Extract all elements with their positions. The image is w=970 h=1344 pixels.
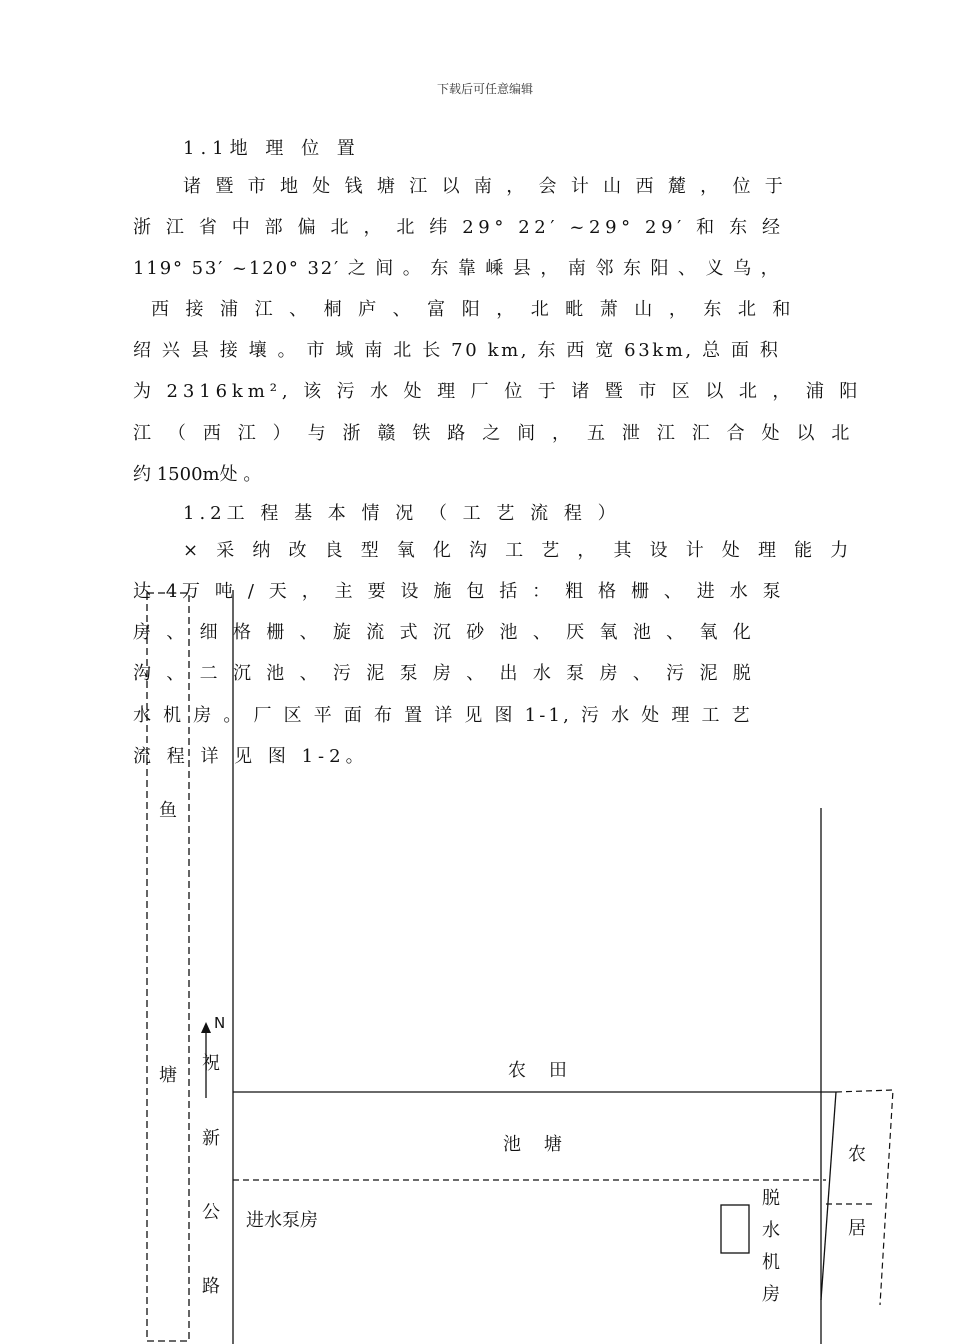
- residence-outline: [836, 1090, 893, 1305]
- s1-line-5: 为 2316km², 该 污 水 处 理 厂 位 于 诸 暨 市 区 以 北 ， 浦 阳: [133, 381, 863, 402]
- residence-label-0: 农: [848, 1144, 866, 1165]
- intake-pump-label: 进水泵房: [246, 1210, 318, 1231]
- s1-line-3: 西 接 浦 江 、 桐 庐 、 富 阳 ， 北 毗 萧 山 ， 东 北 和: [151, 299, 796, 320]
- s1-line-7: 约 1500m处 。: [133, 464, 262, 485]
- north-arrow-head: [201, 1022, 211, 1033]
- s1-line-4: 绍 兴 县 接 壤 。 市 域 南 北 长 70 km, 东 西 宽 63km, 总 面 积: [133, 340, 781, 361]
- page-header: 下载后可任意编辑: [436, 82, 533, 96]
- s2-line-5: 流 程 详 见 图 1-2。: [133, 746, 369, 767]
- s2-line-4: 水 机 房 。 厂 区 平 面 布 置 详 见 图 1-1, 污 水 处 理 工 艺: [133, 705, 753, 726]
- s1-line-0: 诸 暨 市 地 处 钱 塘 江 以 南 ， 会 计 山 西 麓 ， 位 于: [183, 176, 788, 197]
- residence-slant-line: [821, 1092, 836, 1300]
- road-label-0: 祝: [202, 1053, 220, 1074]
- s2-line-1: 达 4万 吨 / 天 ， 主 要 设 施 包 括 ： 粗 格 栅 、 进 水 泵: [133, 581, 786, 602]
- residence-label-1: 居: [848, 1218, 866, 1239]
- dewater-label-2: 机: [762, 1252, 780, 1273]
- road-label-1: 新: [202, 1128, 220, 1149]
- dewater-label-0: 脱: [762, 1188, 780, 1209]
- s2-line-2: 房 、 细 格 栅 、 旋 流 式 沉 砂 池 、 厌 氧 池 、 氧 化: [133, 622, 756, 643]
- farmland-label: 农 田: [508, 1060, 567, 1081]
- fish-label: 鱼: [159, 800, 177, 821]
- road-label-2: 公: [202, 1202, 220, 1223]
- s2-line-3: 沟 、 二 沉 池 、 污 泥 泵 房 、 出 水 泵 房 、 污 泥 脱: [133, 663, 756, 684]
- dewater-building: [721, 1205, 749, 1253]
- section2-heading: 1.2工 程 基 本 情 况 （ 工 艺 流 程 ）: [183, 503, 621, 524]
- s1-line-2: 119° 53′ ~120° 32′ 之 间 。 东 靠 嵊 县 ， 南 邻 东 阳 、 义 乌 ，: [133, 258, 781, 279]
- fish-pond-outline: [147, 593, 189, 1341]
- s1-line-6: 江 （ 西 江 ） 与 浙 赣 铁 路 之 间 ， 五 泄 江 汇 合 处 以 北: [133, 423, 856, 444]
- north-label: N: [214, 1014, 226, 1032]
- dewater-label-3: 房: [762, 1284, 780, 1305]
- s2-line-0: × 采 纳 改 良 型 氧 化 沟 工 艺 ， 其 设 计 处 理 能 力: [183, 540, 855, 561]
- dewater-label-1: 水: [762, 1220, 780, 1241]
- road-label-3: 路: [202, 1276, 220, 1297]
- pond-left-label: 塘: [159, 1065, 177, 1086]
- section1-heading: 1.1地 理 位 置: [183, 138, 361, 159]
- s1-line-1: 浙 江 省 中 部 偏 北 ， 北 纬 29° 22′ ~29° 29′ 和 东 经: [133, 217, 785, 238]
- pond-label: 池 塘: [503, 1134, 562, 1155]
